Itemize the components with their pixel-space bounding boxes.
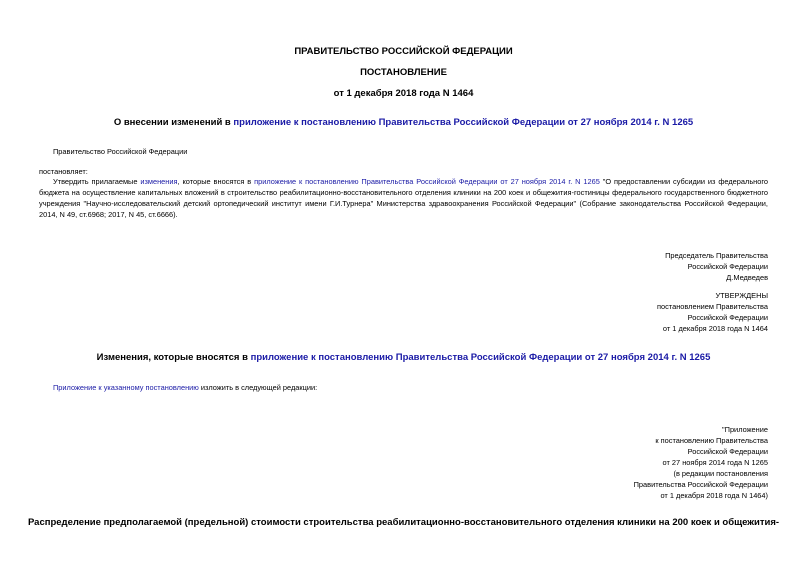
document-title bbox=[0, 117, 807, 128]
signature-line-2: Российской Федерации bbox=[687, 262, 768, 271]
appendix-line-2: к постановлению Правительства bbox=[655, 436, 768, 445]
document-title-link[interactable]: приложение к постановлению Правительства Российской Федерации от 27 ноября 2014 г. N 1265 bbox=[233, 117, 694, 128]
government-heading: ПРАВИТЕЛЬСТВО РОССИЙСКОЙ ФЕДЕРАЦИИ bbox=[294, 46, 513, 57]
changes-link[interactable]: изменения bbox=[140, 177, 178, 186]
approval-line-2: постановлением Правительства bbox=[657, 302, 768, 311]
appendix-block bbox=[634, 424, 768, 501]
approval-line-3: Российской Федерации bbox=[687, 313, 768, 322]
paragraph-text-c: "О предоставлении субсидии из федерального бюджета на осуществление капитальных вложений в строительство реабилитационно-восстановительного отделения клиники на 200 коек и общежития-гостиницы федерального государственного бюджетного учреждения "Научно-исследовательский детский ортопедический институт имени Г.И.Турнера" Министерства здравоохранения Российской Федерации" (Собрание законодательства Российской Федерации, 2014, N 49, ст.6968; 2017, N 45, ст.6666). bbox=[39, 177, 769, 219]
changes-title-prefix: Изменения, которые вносятся в bbox=[96, 352, 251, 363]
changes-title bbox=[0, 352, 807, 363]
changes-body bbox=[53, 383, 317, 392]
signature-line-1: Председатель Правительства bbox=[665, 251, 768, 260]
document-type: ПОСТАНОВЛЕНИЕ bbox=[360, 67, 447, 78]
approval-line-1: УТВЕРЖДЕНЫ bbox=[715, 291, 768, 300]
changes-title-link[interactable]: приложение к постановлению Правительства Российской Федерации от 27 ноября 2014 г. N 1265 bbox=[250, 352, 711, 363]
document-title-prefix: О внесении изменений в bbox=[113, 117, 234, 128]
signature-block bbox=[665, 250, 768, 283]
appendix-link[interactable]: приложение к постановлению Правительства Российской Федерации от 27 ноября 2014 г. N 1265 bbox=[254, 177, 600, 186]
changes-body-text: изложить в следующей редакции: bbox=[198, 383, 318, 392]
paragraph-text-b: , которые вносятся в bbox=[177, 177, 255, 186]
main-paragraph bbox=[39, 176, 768, 220]
approval-line-4: от 1 декабря 2018 года N 1464 bbox=[662, 324, 768, 333]
document-date-number: от 1 декабря 2018 года N 1464 bbox=[333, 88, 474, 99]
appendix-line-7: от 1 декабря 2018 года N 1464) bbox=[660, 491, 768, 500]
signature-line-3: Д.Медведев bbox=[726, 273, 768, 282]
appendix-line-1: "Приложение bbox=[722, 425, 768, 434]
paragraph-text-a: Утвердить прилагаемые bbox=[53, 177, 141, 186]
decides-text: постановляет: bbox=[39, 167, 88, 176]
distribution-title: Распределение предполагаемой (предельной) стоимости строительства реабилитационно-восстановительного отделения клиники на 200 коек и общежития- bbox=[27, 517, 780, 528]
appendix-line-3: Российской Федерации bbox=[687, 447, 768, 456]
approval-block bbox=[657, 290, 768, 334]
appendix-line-4: от 27 ноября 2014 года N 1265 bbox=[662, 458, 768, 467]
appendix-line-6: Правительства Российской Федерации bbox=[633, 480, 768, 489]
issuer-text: Правительство Российской Федерации bbox=[53, 147, 188, 156]
changes-body-link[interactable]: Приложение к указанному постановлению bbox=[53, 383, 199, 392]
appendix-line-5: (в редакции постановления bbox=[673, 469, 768, 478]
